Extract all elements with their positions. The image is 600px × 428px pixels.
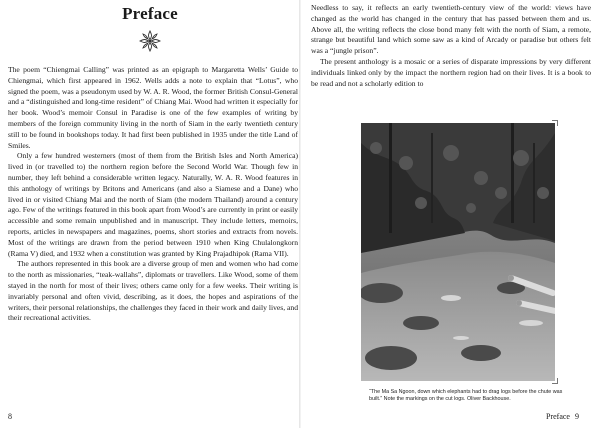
running-head: Preface [546, 412, 570, 421]
right-page [301, 0, 600, 428]
floral-ornament-icon [138, 29, 162, 53]
crop-mark [552, 378, 558, 384]
right-page-body [311, 3, 591, 89]
paragraph: The present anthology is a mosaic or a series of disparate impressions by very different individuals linked only by the impact the northern region had on their lives. It is a book to be read and not a scholarly edition to [311, 56, 591, 88]
paragraph: The poem “Chiengmai Calling” was printed as an epigraph to Margaretta Wells’ Guide to Chiengmai, which first appeared in 1962. Wells adds a note to explain that “Lotus”, who signed the poem, was a pseudonym used by W. A. R. Wood, the former British Consul-General and a “distinguished and long-time resident” of Chiang Mai. Wood had written it especially for her book. Wood’s memoir Consul in Paradise is one of the few examples of writing by members of the foreign community living in the north of Siam in the early twentieth century still to be found in bookshops today. It had first been published in 1935 under the title Land of Smiles. [8, 65, 298, 150]
left-page-number: 8 [8, 412, 12, 421]
right-page-number: 9 [574, 412, 579, 421]
paragraph: Only a few hundred westerners (most of them from the British Isles and North America) lived in (or travelled to) the northern region before the Second World War. Though few in number, they left behind a considerable written legacy. Naturally, W. A. R. Wood features in this anthology of writings by Britons and Americans (and also a Siamese and a Dane) who lived in or visited Chiang Mai and the north of Siam (the modern Thailand) around a century ago. Few of the writings featured in this book apart from Wood’s are currently in print or easily accessible and some remain unpublished and in manuscript. They include letters, memoirs, reports, articles in newspapers and magazines, poems, short stories and extracts from novels. Most of the writings are drawn from the period between 1910 when King Chulalongkorn (Rama V) died, and 1932 when a constitution was granted by King Prajadhipok (Rama VII). [8, 151, 298, 258]
page-title: Preface [122, 4, 178, 23]
paragraph: Needless to say, it reflects an early twentieth-century view of the world: views have changed as the world has changed in the century that has passed between them and us. Above all, the writing reflects the close bond many felt with the north of Siam, a remote, strange but beautiful land which some saw as a kind of Arcady or paradise but others felt was a “jungle prison”. [311, 3, 591, 56]
right-page-footer [546, 412, 579, 421]
paragraph: The authors represented in this book are a diverse group of men and women who had come to the north as missionaries, “teak-wallahs”, diplomats or travellers. Like Wood, some of them stayed in the north for most of their lives; others came only for a few weeks. Their writing is invariably personal and often vivid, describing, as it does, the hopes and aspirations of the writers, their personal relationships, the challenges they faced in their work and daily lives, and their recreational activities. [8, 259, 298, 323]
crop-mark [552, 120, 558, 126]
river-scene-image [361, 123, 555, 381]
photo-caption: “The Ma Sa Ngoon, down which elephants had to drag logs before the chute was built.” Note the markings on the cut logs. Oliver Backhouse. [369, 389, 563, 402]
river-photograph [361, 123, 555, 381]
left-page-body [8, 65, 298, 324]
